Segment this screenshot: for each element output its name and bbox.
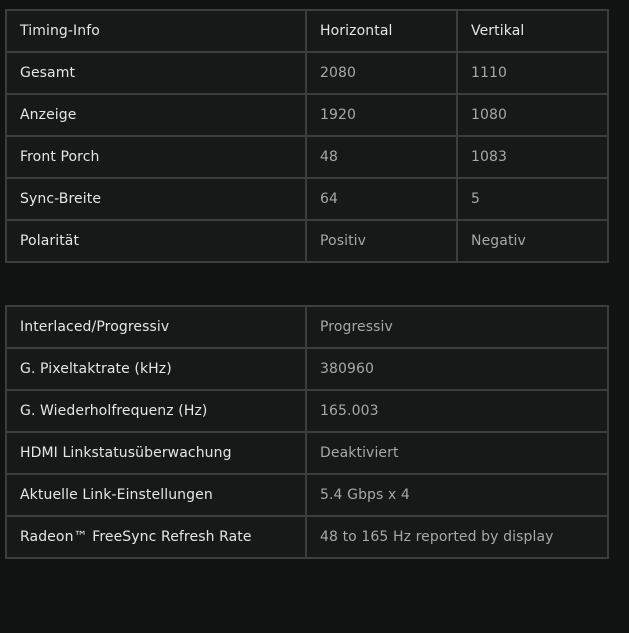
table-row bbox=[6, 52, 608, 94]
horizontal-value: Positiv bbox=[306, 220, 457, 262]
vertical-value: 1110 bbox=[457, 52, 608, 94]
vertical-value: Negativ bbox=[457, 220, 608, 262]
row-label: Radeon™ FreeSync Refresh Rate bbox=[6, 516, 306, 558]
vertical-value: 1083 bbox=[457, 136, 608, 178]
table-row bbox=[6, 178, 608, 220]
table-row bbox=[6, 136, 608, 178]
horizontal-value: 64 bbox=[306, 178, 457, 220]
row-value: 380960 bbox=[306, 348, 608, 390]
header-vertical: Vertikal bbox=[457, 10, 608, 52]
table-header-row bbox=[6, 10, 608, 52]
row-label: G. Pixeltaktrate (kHz) bbox=[6, 348, 306, 390]
table-row bbox=[6, 390, 608, 432]
horizontal-value: 48 bbox=[306, 136, 457, 178]
row-value: 5.4 Gbps x 4 bbox=[306, 474, 608, 516]
row-label: G. Wiederholfrequenz (Hz) bbox=[6, 390, 306, 432]
row-label: Front Porch bbox=[6, 136, 306, 178]
row-value: 165.003 bbox=[306, 390, 608, 432]
row-label: Interlaced/Progressiv bbox=[6, 306, 306, 348]
row-label: Aktuelle Link-Einstellungen bbox=[6, 474, 306, 516]
timing-info-table bbox=[5, 9, 609, 263]
table-row bbox=[6, 306, 608, 348]
table-row bbox=[6, 94, 608, 136]
table-row bbox=[6, 516, 608, 558]
table-row bbox=[6, 348, 608, 390]
row-value: 48 to 165 Hz reported by display bbox=[306, 516, 608, 558]
table-row bbox=[6, 220, 608, 262]
row-label: Anzeige bbox=[6, 94, 306, 136]
link-info-table bbox=[5, 305, 609, 559]
horizontal-value: 1920 bbox=[306, 94, 457, 136]
vertical-value: 5 bbox=[457, 178, 608, 220]
row-label: Polarität bbox=[6, 220, 306, 262]
table-row bbox=[6, 432, 608, 474]
row-value: Progressiv bbox=[306, 306, 608, 348]
row-label: Sync-Breite bbox=[6, 178, 306, 220]
row-value: Deaktiviert bbox=[306, 432, 608, 474]
row-label: Gesamt bbox=[6, 52, 306, 94]
header-horizontal: Horizontal bbox=[306, 10, 457, 52]
header-timing-info: Timing-Info bbox=[6, 10, 306, 52]
row-label: HDMI Linkstatusüberwachung bbox=[6, 432, 306, 474]
table-row bbox=[6, 474, 608, 516]
horizontal-value: 2080 bbox=[306, 52, 457, 94]
vertical-value: 1080 bbox=[457, 94, 608, 136]
